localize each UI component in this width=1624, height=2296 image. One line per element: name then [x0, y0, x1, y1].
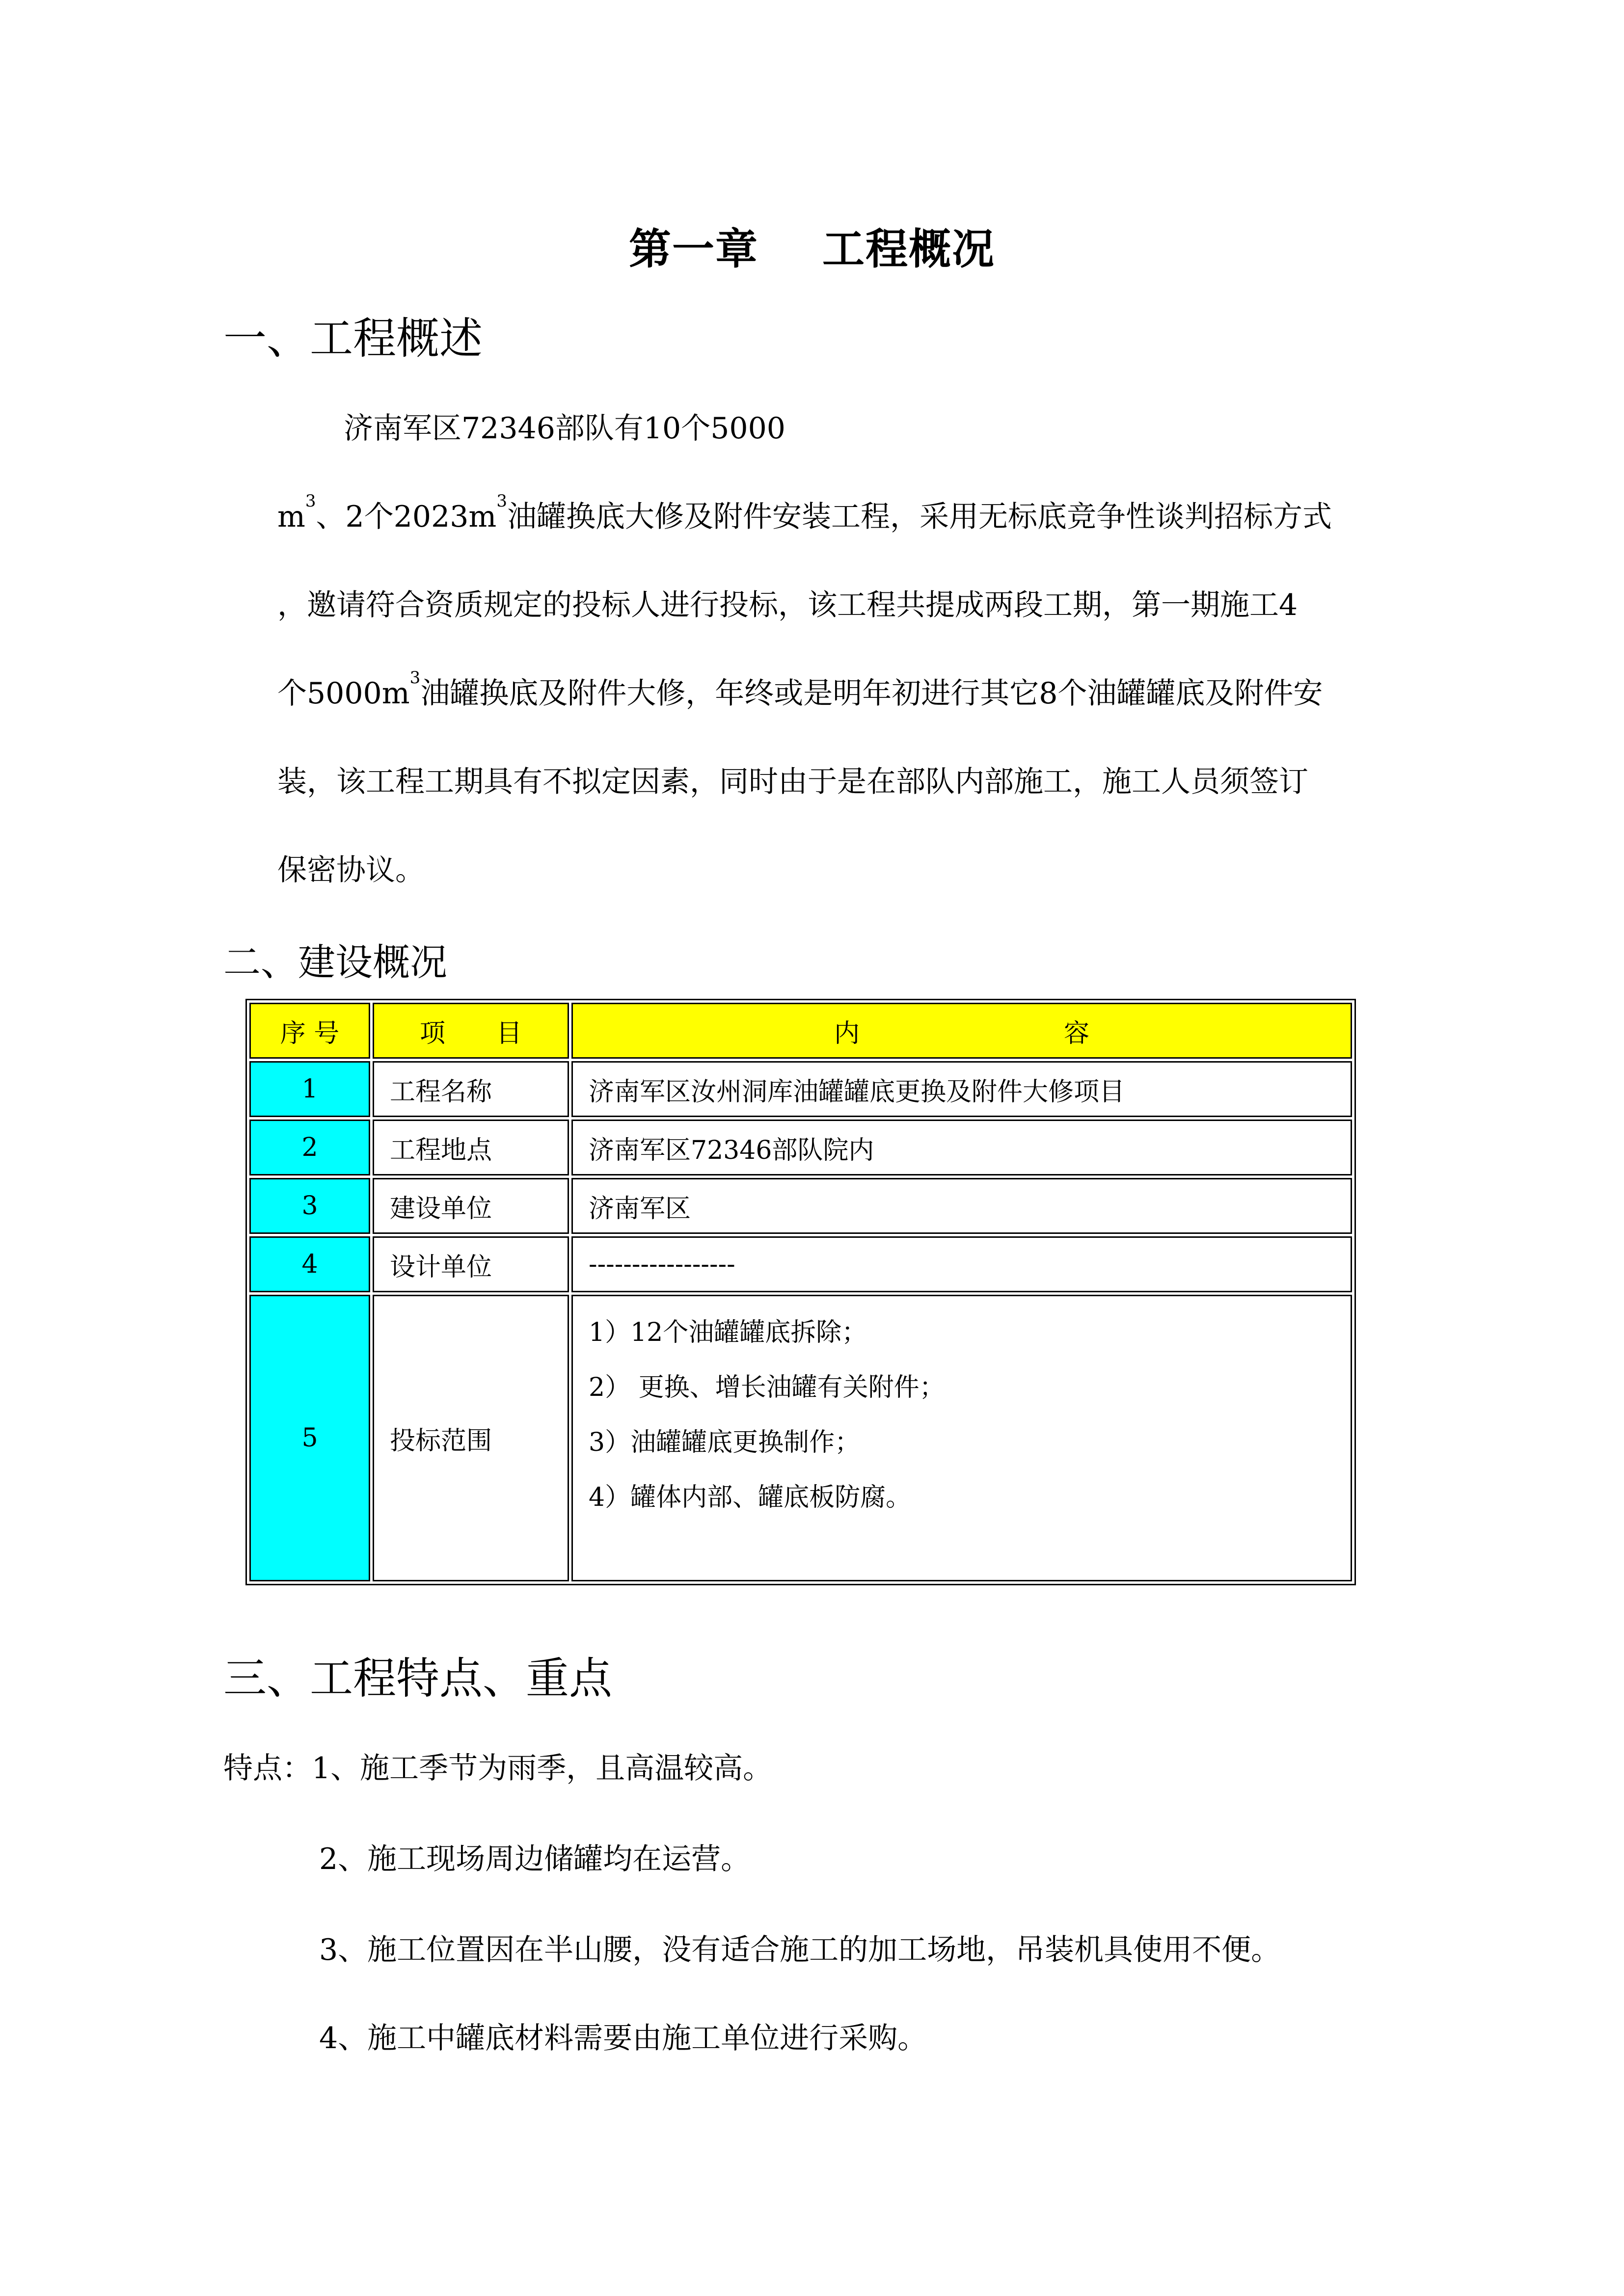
header-item: 项 目 — [373, 1003, 569, 1059]
overview-line-3: ，邀请符合资质规定的投标人进行投标，该工程共提成两段工期，第一期施工4 — [277, 588, 1298, 622]
overview-line-2: $m^3$、2个$2023m^3$油罐换底大修及附件安装工程，采用无标底竞争性谈判招标方式 — [277, 491, 1332, 534]
table-row — [249, 1061, 1352, 1117]
scope-line: 1）12个油罐罐底拆除； — [589, 1318, 867, 1347]
row-no: 1 — [249, 1061, 370, 1117]
table-row — [249, 1178, 1352, 1234]
overview-line-4: 个$5000m^3$油罐换底及附件大修，年终或是明年初进行其它8个油罐罐底及附件安 — [277, 668, 1323, 711]
feature-item: 1、施工季节为雨季，且高温较高。 — [312, 1751, 773, 1786]
header-content: 内 容 — [571, 1003, 1352, 1059]
scope-line: 2） 更换、增长油罐有关附件； — [589, 1373, 945, 1402]
feature-item: 3、施工位置因在半山腰，没有适合施工的加工场地，吊装机具使用不便。 — [319, 1933, 1281, 1967]
row-item: 建设单位 — [373, 1178, 569, 1234]
row-content: 济南军区汝州洞库油罐罐底更换及附件大修项目 — [571, 1061, 1352, 1117]
overview-line-1: 济南军区72346部队有10个5000 — [344, 411, 785, 446]
table-header-row — [249, 1003, 1352, 1059]
header-no: 序 号 — [249, 1003, 370, 1059]
row-no: 4 — [249, 1236, 370, 1292]
section2-heading: 二、建设概况 — [223, 940, 447, 984]
scope-line: 4）罐体内部、罐底板防腐。 — [589, 1483, 912, 1512]
section1-heading: 一、工程概述 — [223, 313, 483, 364]
row-item: 设计单位 — [373, 1236, 569, 1292]
row-content: ----------------- — [571, 1236, 1352, 1292]
row-item: 工程地点 — [373, 1120, 569, 1175]
chapter-number: 第一章 — [629, 225, 758, 274]
feature-item: 2、施工现场周边储罐均在运营。 — [319, 1842, 751, 1876]
table-row — [249, 1120, 1352, 1175]
table-row — [249, 1236, 1352, 1292]
row-content: 济南军区 — [571, 1178, 1352, 1234]
scope-line: 3）油罐罐底更换制作； — [589, 1428, 861, 1457]
overview-line-6: 保密协议。 — [277, 853, 425, 887]
row-content: 济南军区72346部队院内 — [571, 1120, 1352, 1175]
section3-heading: 三、工程特点、重点 — [223, 1653, 613, 1704]
row-item: 工程名称 — [373, 1061, 569, 1117]
chapter-name: 工程概况 — [822, 225, 995, 274]
row-no: 5 — [249, 1295, 370, 1581]
features-label: 特点： — [223, 1751, 312, 1786]
chapter-title — [0, 215, 1624, 276]
feature-line-1 — [223, 1745, 772, 1787]
table-row-scope — [249, 1295, 1352, 1581]
row-no: 3 — [249, 1178, 370, 1234]
project-info-table — [245, 999, 1356, 1585]
overview-line-5: 装，该工程工期具有不拟定因素，同时由于是在部队内部施工，施工人员须签订 — [277, 765, 1308, 799]
feature-item: 4、施工中罐底材料需要由施工单位进行采购。 — [319, 2021, 927, 2056]
row-item: 投标范围 — [373, 1295, 569, 1581]
scope-content — [571, 1295, 1352, 1581]
row-no: 2 — [249, 1120, 370, 1175]
